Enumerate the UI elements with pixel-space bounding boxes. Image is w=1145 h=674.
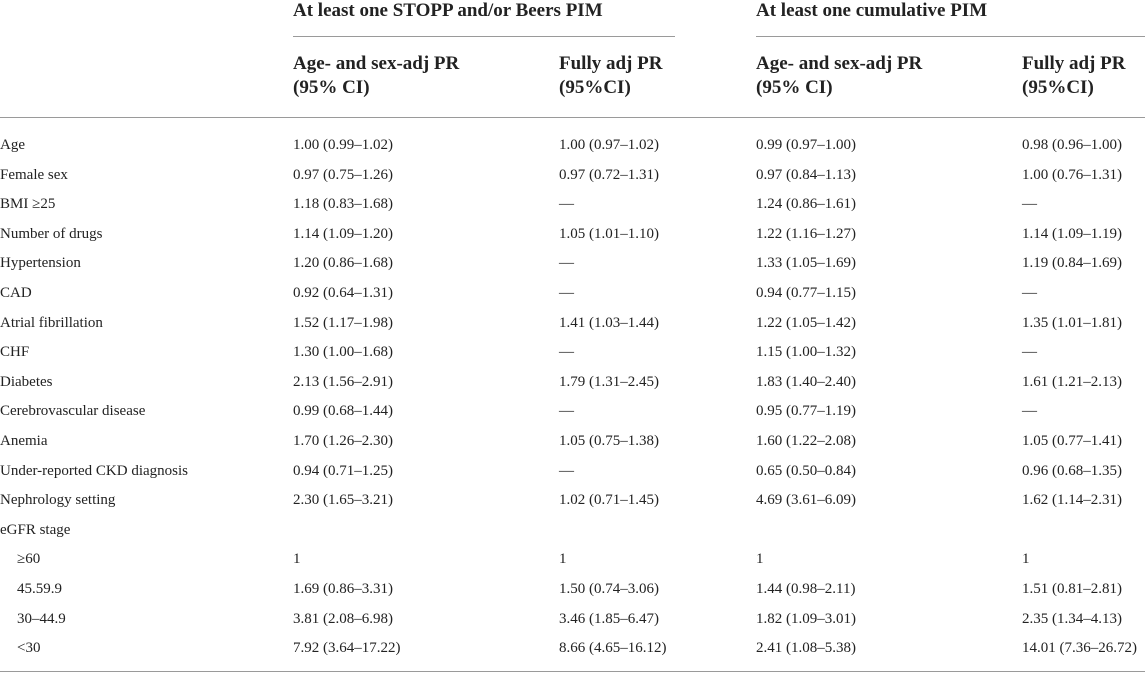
table-cell: 1.70 (1.26–2.30) [293,432,393,449]
row-label: Atrial fibrillation [0,314,103,331]
table-row [0,634,1145,664]
table-cell: — [1022,403,1037,420]
row-label: Diabetes [0,373,53,390]
table-cell: 1.24 (0.86–1.61) [756,196,856,213]
table-cell: 1.19 (0.84–1.69) [1022,255,1122,272]
table-cell: — [1022,344,1037,361]
row-label: Anemia [0,432,48,449]
table-cell: 0.96 (0.68–1.35) [1022,462,1122,479]
table-row [0,397,1145,427]
group-header-stopp-beers: At least one STOPP and/or Beers PIM [293,0,603,21]
table-cell: 7.92 (3.64–17.22) [293,640,401,657]
table-cell: 3.46 (1.85–6.47) [559,610,659,627]
table-row [0,190,1145,220]
col-header-age-sex-adj-1 [293,52,459,100]
row-label: BMI ≥25 [0,196,56,213]
table-cell: 2.30 (1.65–3.21) [293,492,393,509]
table-cell: — [1022,196,1037,213]
table-cell: — [559,462,574,479]
table-cell: 1.00 (0.97–1.02) [559,137,659,153]
table-row [0,249,1145,279]
table-cell: 0.65 (0.50–0.84) [756,462,856,479]
table-cell: 0.97 (0.75–1.26) [293,166,393,183]
col-header-fully-adj-1 [559,52,662,100]
table-row [0,457,1145,487]
table-row [0,427,1145,457]
table-row [0,486,1145,516]
table-cell: — [1022,284,1037,301]
col-header-fully-adj-2 [1022,52,1125,100]
table-body [0,131,1145,664]
col-header-line: Age- and sex-adj PR (95% CI) [756,53,923,98]
table-cell: 3.81 (2.08–6.98) [293,610,393,627]
table-row [0,338,1145,368]
row-label: Under-reported CKD diagnosis [0,462,188,479]
col-header-line: Fully adj PR (95%CI) [1022,53,1126,98]
table-cell: 0.98 (0.96–1.00) [1022,137,1122,153]
table-row [0,605,1145,635]
table-cell: 1.20 (0.86–1.68) [293,255,393,272]
table-cell: 1.05 (1.01–1.10) [559,225,659,242]
group-header-cumulative: At least one cumulative PIM [756,0,988,21]
table-cell: 1.02 (0.71–1.45) [559,492,659,509]
table-bottom-rule [0,671,1145,672]
table-cell: — [559,344,574,361]
table-cell: 0.94 (0.77–1.15) [756,284,856,301]
table-cell: 1.18 (0.83–1.68) [293,196,393,213]
row-label: Nephrology setting [0,492,116,509]
table-cell: 0.92 (0.64–1.31) [293,284,393,301]
table-cell: 1.82 (1.09–3.01) [756,610,856,627]
table-cell: 1.35 (1.01–1.81) [1022,314,1122,331]
row-label: Age [0,137,25,153]
table-cell: 1.79 (1.31–2.45) [559,373,659,390]
table-cell: 1.51 (0.81–2.81) [1022,580,1122,597]
table-cell: 1.14 (1.09–1.19) [1022,225,1122,242]
col-header-line: Fully adj PR (95%CI) [559,53,663,98]
row-label: eGFR stage [0,521,71,538]
table-cell: 1.60 (1.22–2.08) [756,432,856,449]
table-cell: 1.52 (1.17–1.98) [293,314,393,331]
table-cell: 1.41 (1.03–1.44) [559,314,659,331]
table-cell: 1.14 (1.09–1.20) [293,225,393,242]
table-row [0,368,1145,398]
row-label: Female sex [0,166,68,183]
row-label: <30 [17,640,41,657]
table-cell: 1 [1022,551,1030,568]
table-cell: 1.22 (1.05–1.42) [756,314,856,331]
col-header-age-sex-adj-2 [756,52,922,100]
group-rule-1 [293,36,675,37]
table-row [0,545,1145,575]
table-cell: 1 [756,551,764,568]
row-label: 45.59.9 [17,580,62,597]
table-cell: 14.01 (7.36–26.72) [1022,640,1137,657]
table-cell: 0.97 (0.84–1.13) [756,166,856,183]
row-label: Hypertension [0,255,81,272]
table-cell: — [559,284,574,301]
table-row [0,279,1145,309]
row-label: Number of drugs [0,225,103,242]
table-row [0,220,1145,250]
table-cell: 2.41 (1.08–5.38) [756,640,856,657]
table-cell: 4.69 (3.61–6.09) [756,492,856,509]
table-row [0,161,1145,191]
table-cell: 1 [293,551,301,568]
row-label: CAD [0,284,32,301]
table-cell: 1.61 (1.21–2.13) [1022,373,1122,390]
table-cell: 1.62 (1.14–2.31) [1022,492,1122,509]
row-label: 30–44.9 [17,610,66,627]
table-cell: 0.99 (0.68–1.44) [293,403,393,420]
table-cell: 1.00 (0.99–1.02) [293,137,393,153]
table-cell: 0.99 (0.97–1.00) [756,137,856,153]
table-cell: 1.15 (1.00–1.32) [756,344,856,361]
table-cell: 1.83 (1.40–2.40) [756,373,856,390]
row-label: ≥60 [17,551,41,568]
table-cell: — [559,196,574,213]
table-cell: 1.05 (0.77–1.41) [1022,432,1122,449]
table-cell: 0.97 (0.72–1.31) [559,166,659,183]
row-label: CHF [0,344,30,361]
table-cell: 8.66 (4.65–16.12) [559,640,667,657]
table-cell: 2.35 (1.34–4.13) [1022,610,1122,627]
table-cell: 1.50 (0.74–3.06) [559,580,659,597]
table-cell: 1.05 (0.75–1.38) [559,432,659,449]
row-label: Cerebrovascular disease [0,403,146,420]
col-header-line: Age- and sex-adj PR (95% CI) [293,53,460,98]
table-cell: 1 [559,551,567,568]
table-cell: — [559,255,574,272]
table-cell: 0.95 (0.77–1.19) [756,403,856,420]
table-cell: 1.33 (1.05–1.69) [756,255,856,272]
table-cell: 1.00 (0.76–1.31) [1022,166,1122,183]
table-row [0,516,1145,546]
table-row [0,309,1145,339]
table-cell: 1.22 (1.16–1.27) [756,225,856,242]
table-cell: 1.30 (1.00–1.68) [293,344,393,361]
table-row [0,575,1145,605]
group-rule-2 [756,36,1145,37]
table-cell: — [559,403,574,420]
table-cell: 1.69 (0.86–3.31) [293,580,393,597]
table-cell: 2.13 (1.56–2.91) [293,373,393,390]
table-cell: 0.94 (0.71–1.25) [293,462,393,479]
table-cell: 1.44 (0.98–2.11) [756,580,856,597]
table-row [0,131,1145,161]
header-rule [0,117,1145,118]
